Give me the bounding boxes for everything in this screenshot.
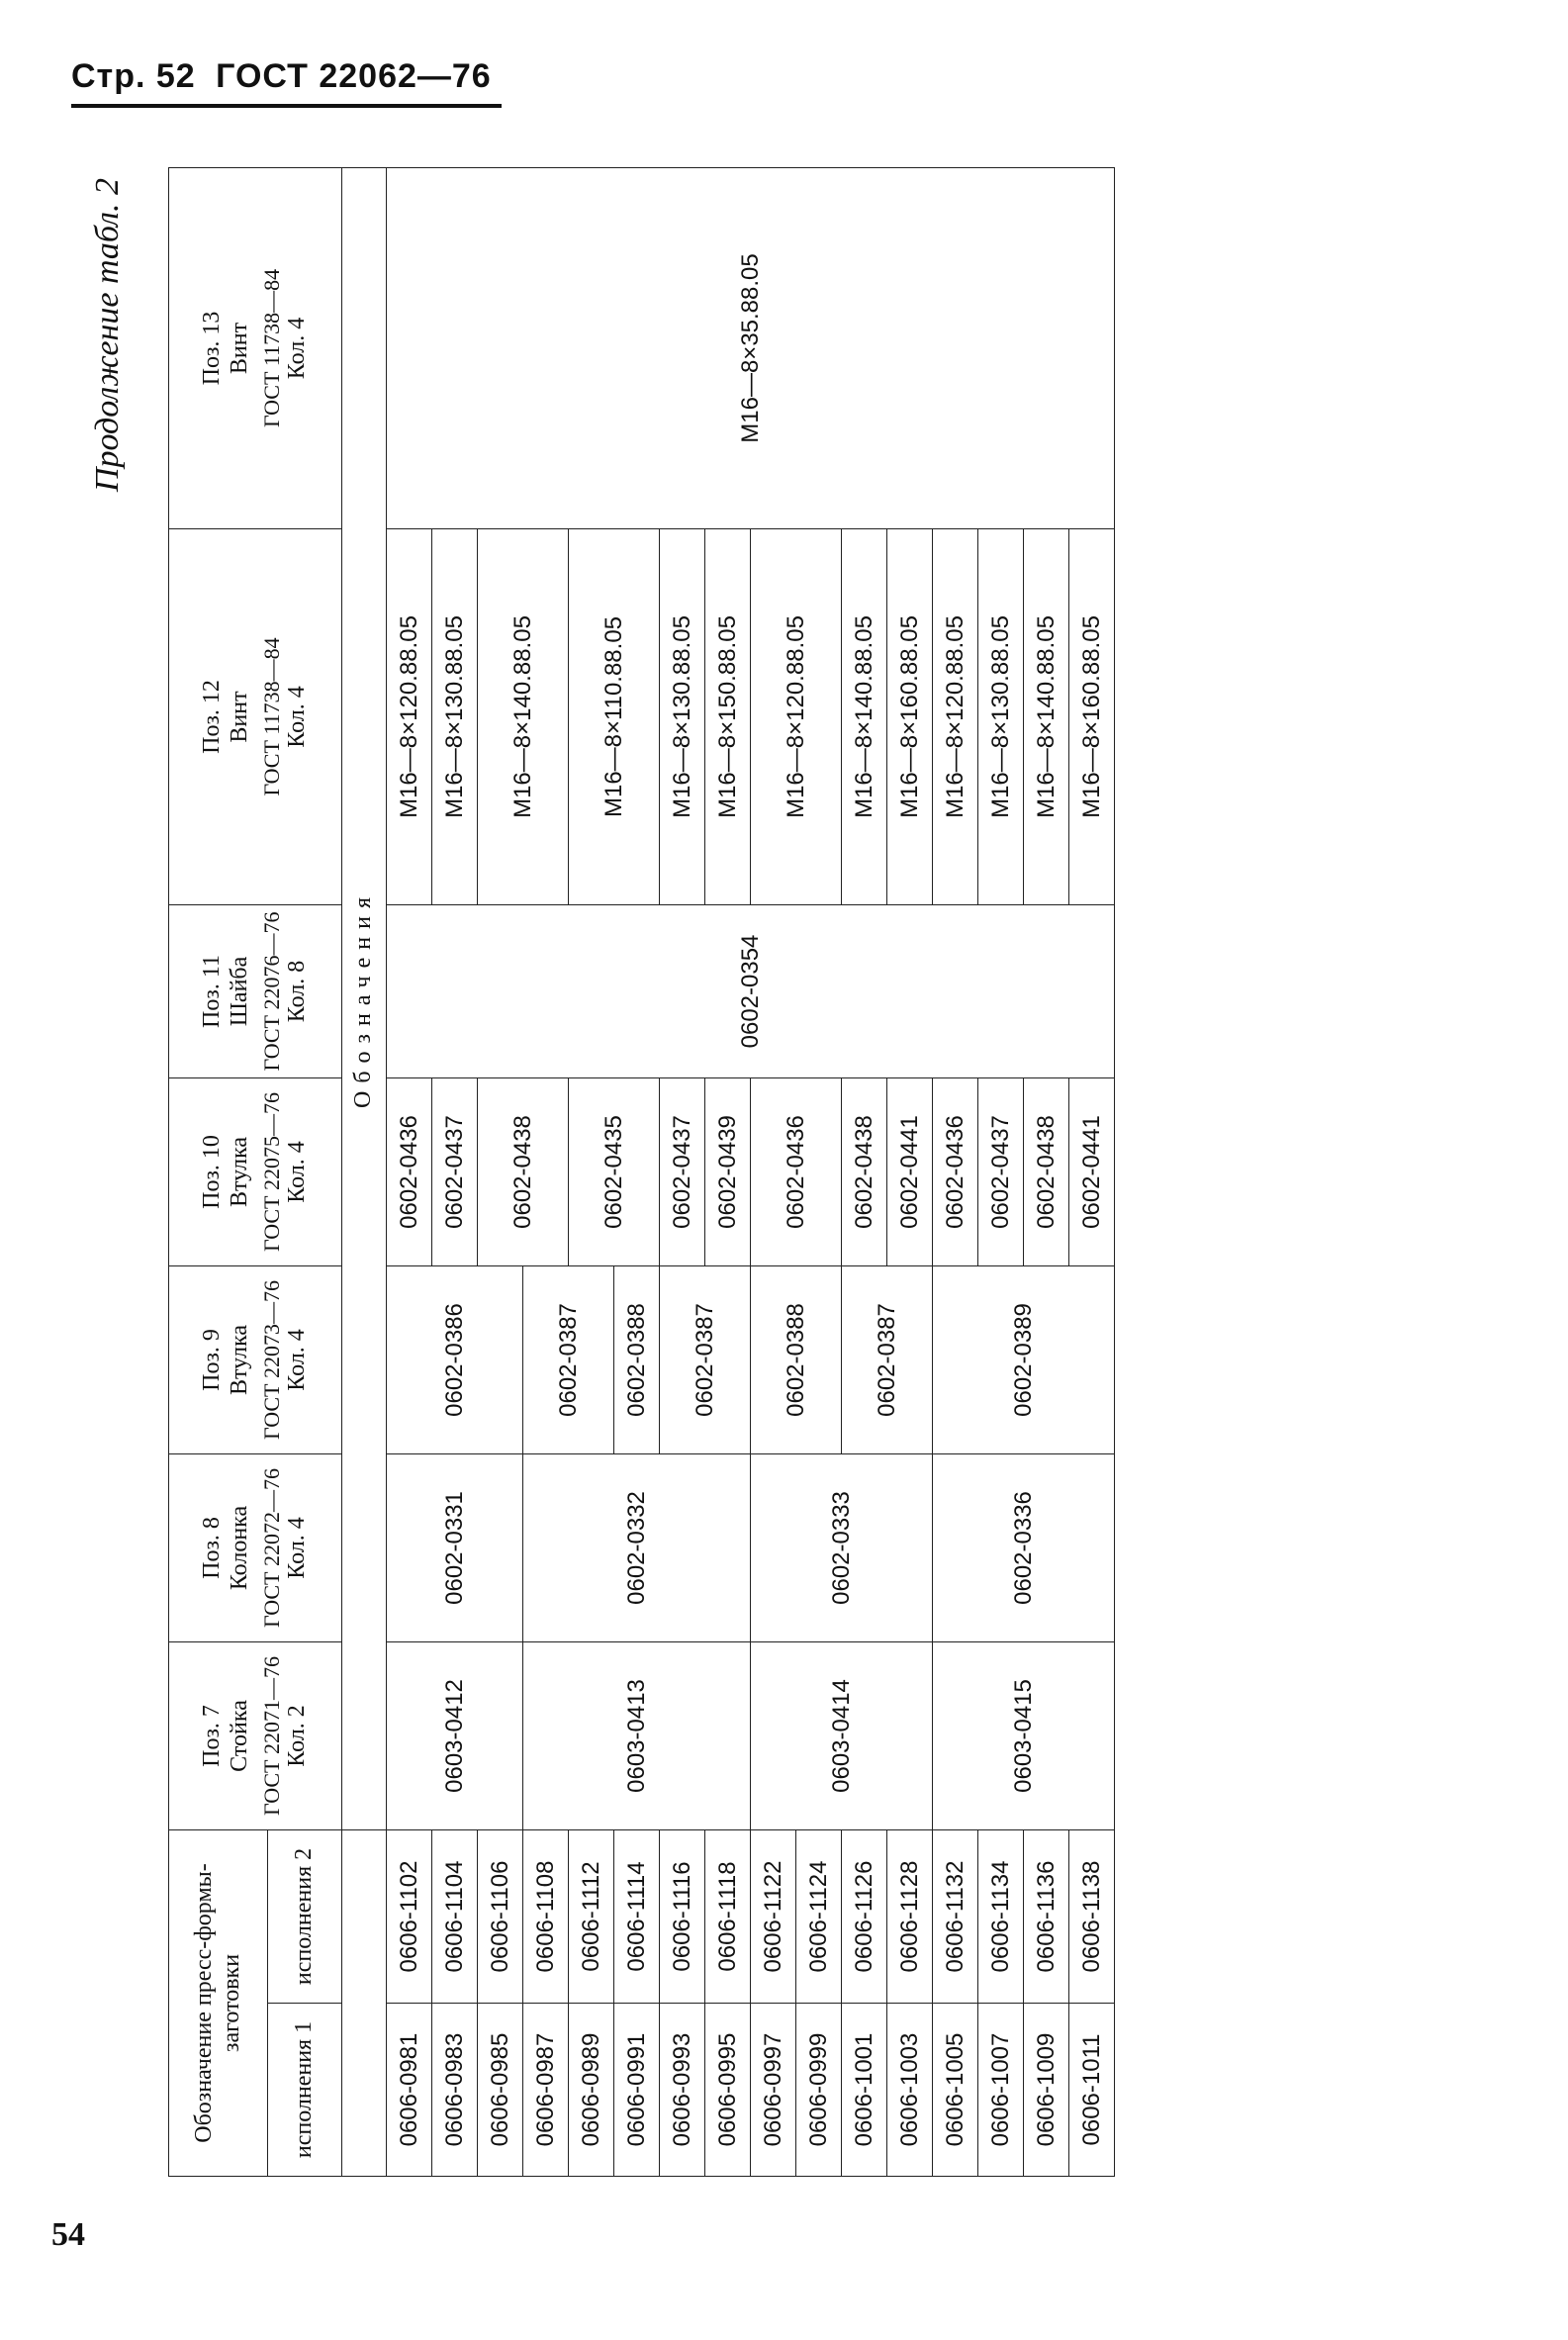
page-header	[71, 57, 502, 108]
table-cell: 0606-1007	[978, 2004, 1024, 2177]
press-form-header: Обозначение пресс-формы-заготовки	[169, 1829, 268, 2176]
table-cell: М16—8×140.88.05	[842, 528, 887, 904]
table-cell: 0606-1122	[751, 1829, 796, 2003]
table-cell: 0602-0436	[933, 1077, 978, 1265]
table-cell: 0606-1118	[705, 1829, 751, 2003]
table-cell: 0602-0441	[1069, 1077, 1115, 1265]
table-cell: 0602-0435	[569, 1077, 660, 1265]
pos11-header: Поз. 11 Шайба ГОСТ 22076—76 Кол. 8	[169, 904, 342, 1077]
table-cell: 0606-1112	[569, 1829, 614, 2003]
table-cell: 0602-0333	[751, 1453, 933, 1641]
table-cell: 0606-0989	[569, 2004, 614, 2177]
table-cell: 0602-0438	[1024, 1077, 1069, 1265]
pos12-header: Поз. 12 Винт ГОСТ 11738—84 Кол. 4	[169, 528, 342, 904]
table-cell: 0602-0438	[842, 1077, 887, 1265]
variant1-header: исполнения 1	[268, 2004, 342, 2177]
page-number: 54	[51, 2216, 85, 2253]
table-cell: 0606-1003	[887, 2004, 933, 2177]
table-cell: 0606-1124	[796, 1829, 842, 2003]
table-cell: М16—8×120.88.05	[933, 528, 978, 904]
table-cell: М16—8×130.88.05	[432, 528, 478, 904]
table-cell: 0606-1011	[1069, 2004, 1115, 2177]
specification-table	[168, 167, 1115, 2177]
table-cell: М16—8×35.88.05	[387, 167, 1115, 528]
table-cell: 0603-0415	[933, 1641, 1115, 1829]
table-cell: 0602-0387	[660, 1265, 751, 1453]
table-cell: 0602-0438	[478, 1077, 569, 1265]
variant2-header: исполнения 2	[268, 1829, 342, 2003]
table-cell: М16—8×130.88.05	[978, 528, 1024, 904]
table-cell: 0606-0987	[523, 2004, 569, 2177]
table-cell: 0602-0436	[387, 1077, 432, 1265]
table-cell: 0602-0387	[842, 1265, 933, 1453]
table-cell: М16—8×120.88.05	[751, 528, 842, 904]
table-cell: 0602-0437	[660, 1077, 705, 1265]
table-row	[387, 167, 432, 2176]
page-label: Стр. 52	[71, 57, 196, 95]
table-cell: 0603-0414	[751, 1641, 933, 1829]
table-cell: 0602-0439	[705, 1077, 751, 1265]
table-cell: 0606-1114	[614, 1829, 660, 2003]
table-cell: 0606-1134	[978, 1829, 1024, 2003]
table-cell: 0606-0985	[478, 2004, 523, 2177]
table-cell: 0606-0983	[432, 2004, 478, 2177]
pos8-header: Поз. 8 Колонка ГОСТ 22072—76 Кол. 4	[169, 1453, 342, 1641]
table-cell: 0603-0413	[523, 1641, 751, 1829]
table-cell: 0602-0441	[887, 1077, 933, 1265]
table-cell: 0602-0436	[751, 1077, 842, 1265]
table-cell: 0606-1102	[387, 1829, 432, 2003]
table-cell: 0606-1138	[1069, 1829, 1115, 2003]
table-cell: 0602-0389	[933, 1265, 1115, 1453]
table-cell: М16—8×110.88.05	[569, 528, 660, 904]
table-cell: 0602-0354	[387, 904, 1115, 1077]
table-cell: 0602-0386	[387, 1265, 523, 1453]
table-cell: 0606-1005	[933, 2004, 978, 2177]
pos7-header: Поз. 7 Стойка ГОСТ 22071—76 Кол. 2	[169, 1641, 342, 1829]
table-cell: 0606-1132	[933, 1829, 978, 2003]
rotated-table-area	[89, 168, 1484, 2177]
table-cell: 0606-1108	[523, 1829, 569, 2003]
pos9-header: Поз. 9 Втулка ГОСТ 22073—76 Кол. 4	[169, 1265, 342, 1453]
table-cell: М16—8×150.88.05	[705, 528, 751, 904]
table-cell: 0606-0993	[660, 2004, 705, 2177]
table-cell: 0606-1001	[842, 2004, 887, 2177]
pos10-header: Поз. 10 Втулка ГОСТ 22075—76 Кол. 4	[169, 1077, 342, 1265]
table-cell: 0606-0981	[387, 2004, 432, 2177]
gost-label: ГОСТ 22062—76	[216, 57, 492, 95]
table-cell: 0606-1136	[1024, 1829, 1069, 2003]
table-cell: 0606-1009	[1024, 2004, 1069, 2177]
table-cell: 0602-0388	[614, 1265, 660, 1453]
table-cell: 0602-0387	[523, 1265, 614, 1453]
table-title: Продолжение табл. 2	[89, 178, 126, 493]
table-cell: М16—8×130.88.05	[660, 528, 705, 904]
table-cell: 0606-0999	[796, 2004, 842, 2177]
table-cell: 0602-0336	[933, 1453, 1115, 1641]
table-cell: М16—8×140.88.05	[478, 528, 569, 904]
table-cell: 0606-1126	[842, 1829, 887, 2003]
table-cell: 0606-1104	[432, 1829, 478, 2003]
table-cell: 0606-1128	[887, 1829, 933, 2003]
table-cell: 0606-1116	[660, 1829, 705, 2003]
table-cell: 0602-0331	[387, 1453, 523, 1641]
table-cell: 0603-0412	[387, 1641, 523, 1829]
table-cell: 0602-0332	[523, 1453, 751, 1641]
table-cell: 0602-0437	[978, 1077, 1024, 1265]
table-cell: 0602-0388	[751, 1265, 842, 1453]
table-cell: М16—8×120.88.05	[387, 528, 432, 904]
table-cell: 0606-1106	[478, 1829, 523, 2003]
table-cell: М16—8×160.88.05	[1069, 528, 1115, 904]
designations-label: Обозначения	[342, 167, 387, 1829]
table-cell: 0606-0997	[751, 2004, 796, 2177]
table-cell: М16—8×160.88.05	[887, 528, 933, 904]
table-cell: 0602-0437	[432, 1077, 478, 1265]
table-cell: М16—8×140.88.05	[1024, 528, 1069, 904]
table-cell: 0606-0995	[705, 2004, 751, 2177]
table-cell: 0606-0991	[614, 2004, 660, 2177]
pos13-header: Поз. 13 Винт ГОСТ 11738—84 Кол. 4	[169, 167, 342, 528]
